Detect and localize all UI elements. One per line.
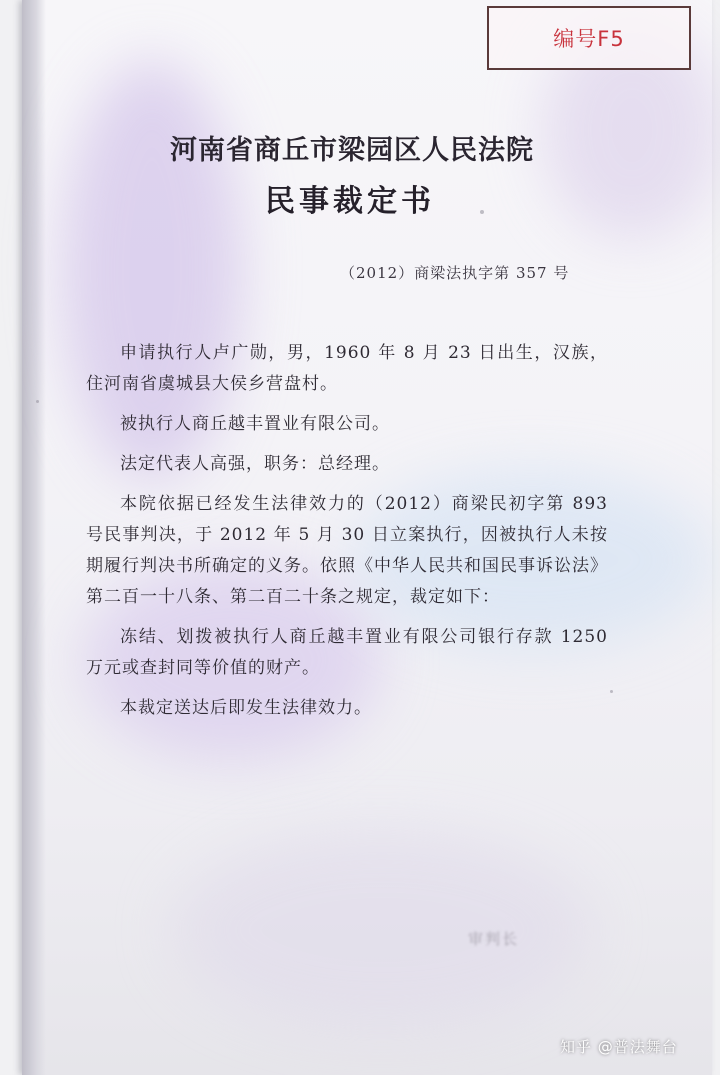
paragraph-respondent: 被执行人商丘越丰置业有限公司。 (120, 414, 390, 434)
case-number: （2012）商梁法执字第 357 号 (340, 264, 570, 282)
document-title: 民事裁定书 (265, 184, 435, 219)
site-watermark: 知乎 @普法舞台 (560, 1038, 678, 1056)
document-number-box (487, 6, 691, 70)
paper-edge-shadow (22, 0, 46, 1075)
paragraph-applicant: 申请执行人卢广勋，男，1960 年 8 月 23 日出生，汉族，住河南省虞城县大侯乡营盘村。 (86, 343, 608, 394)
court-name: 河南省商丘市梁园区人民法院 (170, 135, 534, 166)
signature-faint: 审判长 (468, 930, 520, 948)
paragraph-ruling: 冻结、划拨被执行人商丘越丰置业有限公司银行存款 1250 万元或查封同等价值的财产。 (86, 627, 608, 678)
document-number-label: 编号F5 (553, 27, 625, 51)
paragraph-effect: 本裁定送达后即发生法律效力。 (120, 698, 372, 718)
paragraph-basis: 本院依据已经发生法律效力的（2012）商梁民初字第 893 号民事判决，于 2012 年 5 月 30 日立案执行，因被执行人未按期履行判决书所确定的义务。依照《中华人民共和国民事诉讼法》第二百一十八条、第二百二十条之规定，裁定如下： (86, 494, 608, 607)
ruling-body (86, 338, 608, 733)
paragraph-legal-representative: 法定代表人高强，职务：总经理。 (120, 454, 390, 474)
